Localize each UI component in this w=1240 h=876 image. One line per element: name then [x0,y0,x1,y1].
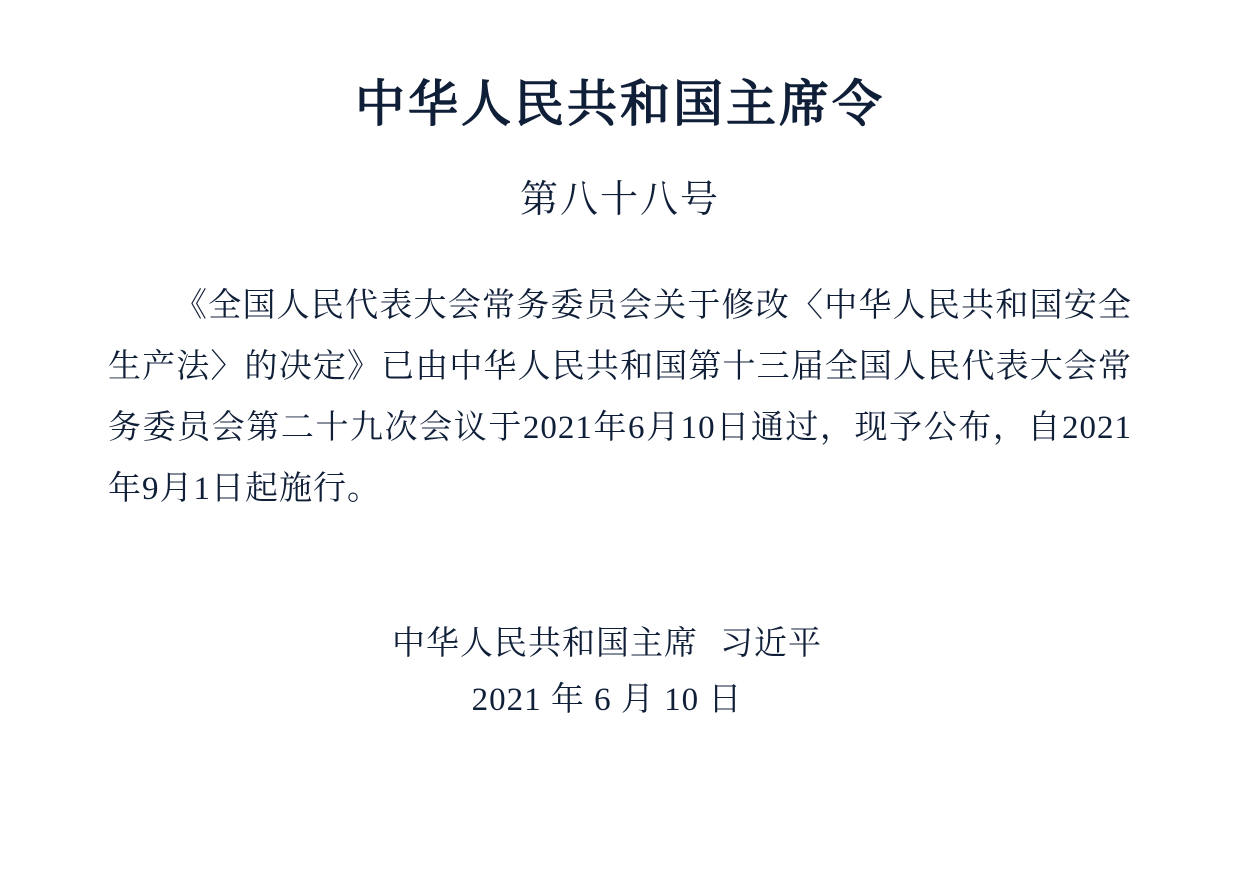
document-body-paragraph: 《全国人民代表大会常务委员会关于修改〈中华人民共和国安全生产法〉的决定》已由中华人民共和国第十三届全国人民代表大会常务委员会第二十九次会议于2021年6月10日通过，现予公布，自2021年9月1日起施行。 [108,287,1132,507]
signature-block [108,520,1132,728]
signer-line [108,616,1132,672]
signer-title: 中华人民共和国主席 [392,625,698,662]
page-title: 中华人民共和国主席令 [355,74,885,133]
order-number: 第八十八号 [519,179,720,221]
signer-name: 习近平 [720,625,822,662]
signature-date: 2021 年 6 月 10 日 [471,681,743,718]
